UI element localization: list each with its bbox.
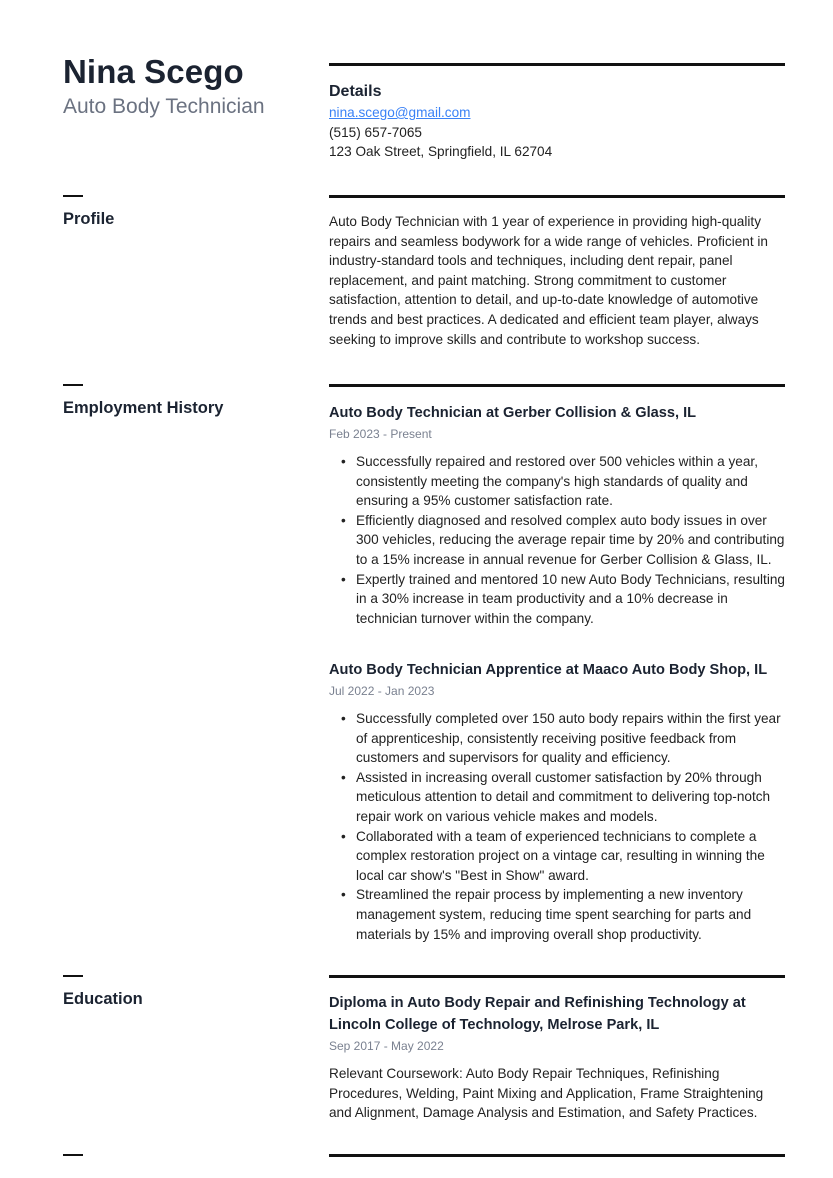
section-divider <box>329 1154 785 1157</box>
section-divider <box>329 195 785 198</box>
bullet-item: • Efficiently diagnosed and resolved complex auto body issues in over 300 vehicles, reducing the average repair time by 20% and contributing to a 15% increase in annual revenue for Gerber Collision & Glass, IL. <box>329 511 785 570</box>
phone-number: (515) 657-7065 <box>329 124 422 140</box>
section-divider <box>329 63 785 66</box>
profile-label: Profile <box>63 210 115 228</box>
details-heading: Details <box>329 83 382 100</box>
education-dates: Sep 2017 - May 2022 <box>329 1039 444 1053</box>
job-title-subtitle: Auto Body Technician <box>63 95 265 118</box>
job-bullets <box>329 709 785 944</box>
job-title: Auto Body Technician Apprentice at Maaco Auto Body Shop, IL <box>329 662 768 678</box>
job-dates: Jul 2022 - Jan 2023 <box>329 684 435 698</box>
job-entry <box>329 659 785 944</box>
job-entry <box>329 402 785 628</box>
bullet-item: • Successfully completed over 150 auto body repairs within the first year of apprenticeship, consistently receiving positive feedback from customers and supervisors for quality and efficiency. <box>329 709 785 768</box>
education-text: Relevant Coursework: Auto Body Repair Techniques, Refinishing Procedures, Welding, Paint Mixing and Application, Frame Straightening and Alignment, Damage Analysis and Estimation, and Safety Practices. <box>329 1066 764 1121</box>
bullet-item: • Successfully repaired and restored over 500 vehicles within a year, consistently meeting the company's high standards of quality and ensuring a 95% customer satisfaction rate. <box>329 452 785 511</box>
bullet-item: • Streamlined the repair process by implementing a new inventory management system, reducing time spent searching for parts and materials by 15% and improving overall shop productivity. <box>329 885 785 944</box>
section-dash <box>63 975 83 977</box>
job-bullets <box>329 452 785 628</box>
job-dates: Feb 2023 - Present <box>329 427 432 441</box>
details-section <box>329 81 785 162</box>
email-link[interactable]: nina.scego@gmail.com <box>329 105 471 120</box>
section-dash <box>63 195 83 197</box>
section-dash <box>63 1154 83 1156</box>
bullet-item: • Expertly trained and mentored 10 new Auto Body Technicians, resulting in a 30% increase in team productivity and a 10% decrease in technician turnover within the company. <box>329 570 785 629</box>
section-divider <box>329 384 785 387</box>
profile-text: Auto Body Technician with 1 year of experience in providing high-quality repairs and seamless bodywork for a wide range of vehicles. Proficient in industry-standard tools and techniques, including dent repair, panel replacement, and paint matching. Strong commitment to customer satisfaction, attention to detail, and up-to-date knowledge of automotive trends and best practices. A dedicated and efficient team player, always seeking to improve skills and contribute to workshop success. <box>329 214 768 347</box>
education-label: Education <box>63 990 143 1008</box>
degree-title: Diploma in Auto Body Repair and Refinishing Technology at Lincoln College of Technology, Melrose Park, IL <box>329 995 746 1033</box>
candidate-name: Nina Scego <box>63 53 244 90</box>
bullet-item: • Collaborated with a team of experienced technicians to complete a complex restoration project on a vintage car, resulting in winning the local car show's "Best in Show" award. <box>329 827 785 886</box>
section-dash <box>63 384 83 386</box>
section-divider <box>329 975 785 978</box>
job-title: Auto Body Technician at Gerber Collision & Glass, IL <box>329 405 697 421</box>
education-entry <box>329 992 785 1123</box>
bullet-item: • Assisted in increasing overall customer satisfaction by 20% through meticulous attention to detail and commitment to delivering top-notch repair work on various vehicle makes and models. <box>329 768 785 827</box>
employment-label: Employment History <box>63 399 224 417</box>
address: 123 Oak Street, Springfield, IL 62704 <box>329 144 553 160</box>
